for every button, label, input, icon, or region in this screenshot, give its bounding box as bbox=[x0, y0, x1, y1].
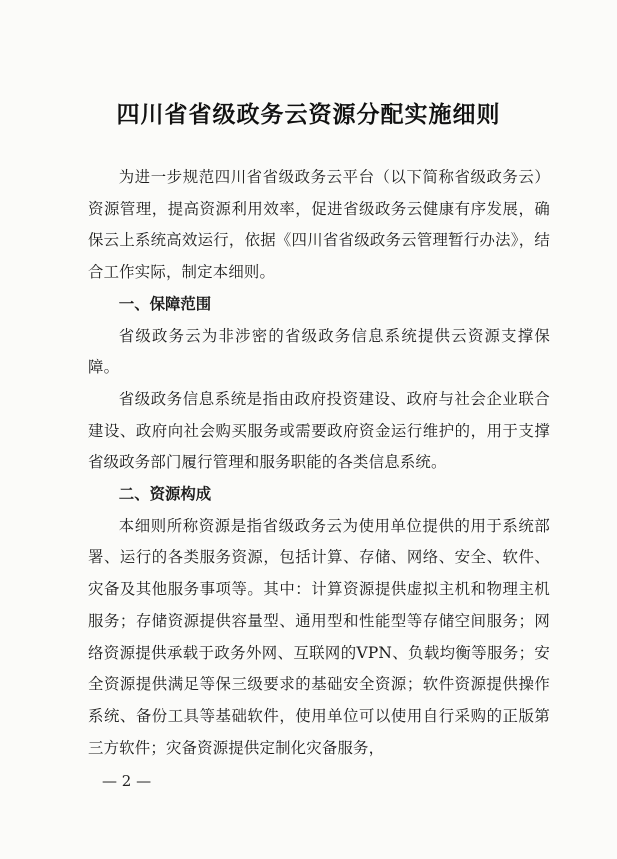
document-body bbox=[88, 162, 550, 764]
section-heading-scope: 一、保障范围 bbox=[118, 294, 212, 313]
section-heading-resources: 二、资源构成 bbox=[118, 485, 212, 504]
intro-paragraph: 为进一步规范四川省省级政务云平台（以下简称省级政务云）资源管理，提高资源利用效率，促进省级政务云健康有序发展，确保云上系统高效运行，依据《四川省省级政务云管理暂行办法》，结合工作实际，制定本细则。 bbox=[88, 168, 550, 282]
scope-paragraph-1: 省级政务云为非涉密的省级政务信息系统提供云资源支撑保障。 bbox=[88, 326, 550, 377]
resources-paragraph-1: 本细则所称资源是指省级政务云为使用单位提供的用于系统部署、运行的各类服务资源，包括计算、存储、网络、安全、软件、灾备及其他服务事项等。其中：计算资源提供虚拟主机和物理主机服务；存储资源提供容量型、通用型和性能型等存储空间服务；网络资源提供承载于政务外网、互联网的VPN、负载均衡等服务；安全资源提供满足等保三级要求的基础安全资源；软件资源提供操作系统、备份工具等基础软件，使用单位可以使用自行采购的正版第三方软件；灾备资源提供定制化灾备服务， bbox=[88, 516, 550, 757]
page-number: — 2 — bbox=[102, 772, 152, 790]
document-title: 四川省省级政务云资源分配实施细则 bbox=[116, 102, 501, 128]
scope-paragraph-2: 省级政务信息系统是指由政府投资建设、政府与社会企业联合建设、政府向社会购买服务或需要政府资金运行维护的，用于支撑省级政务部门履行管理和服务职能的各类信息系统。 bbox=[88, 389, 550, 472]
